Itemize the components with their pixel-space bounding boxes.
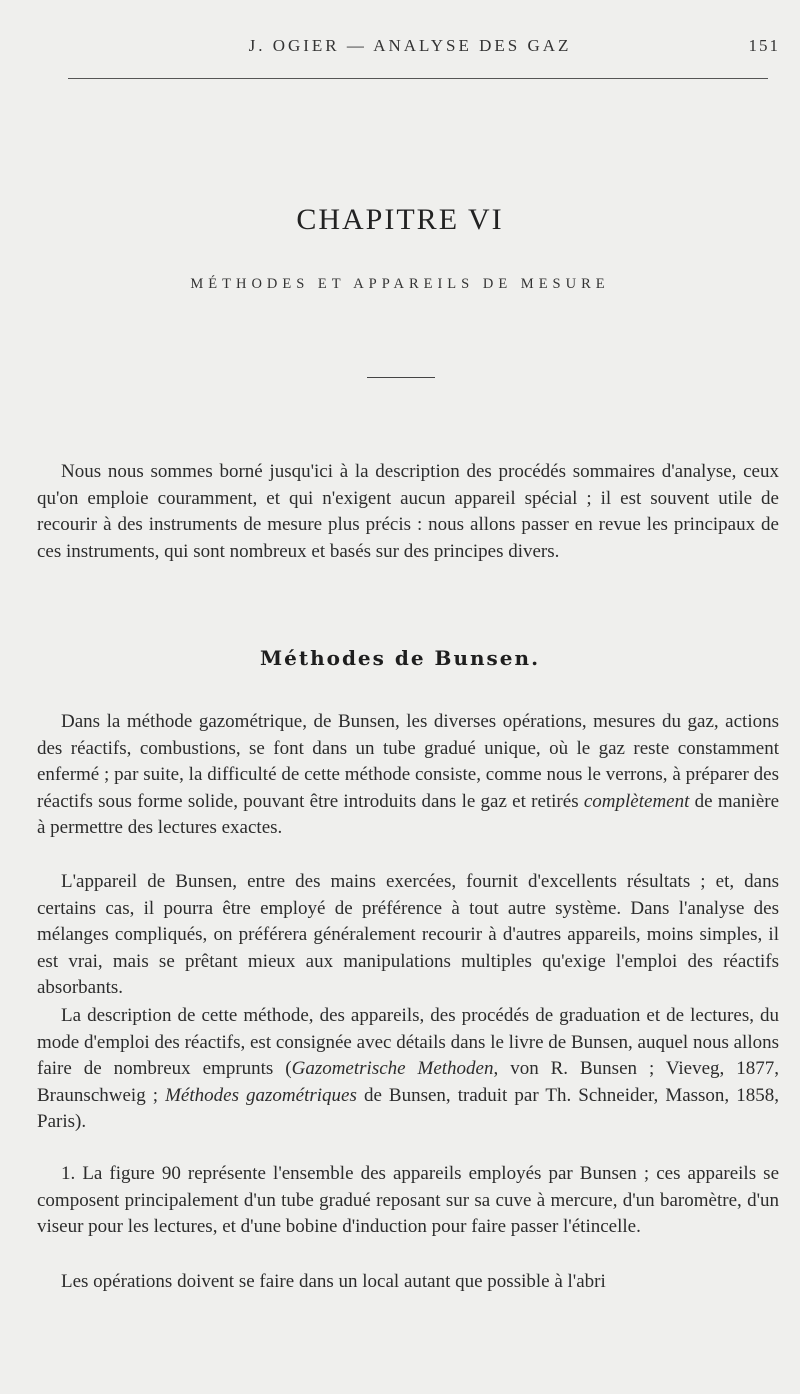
paragraph-5-text: Les opérations doivent se faire dans un local autant que possible à l'abri — [61, 1271, 606, 1292]
paragraph-3 — [37, 1003, 779, 1136]
paragraph-2 — [37, 869, 779, 1002]
running-head — [40, 36, 780, 58]
paragraph-3-italic-1: Gazometrische Methoden — [291, 1058, 494, 1079]
intro-paragraph — [37, 459, 779, 565]
paragraph-3-italic-2: Méthodes gazométriques — [165, 1084, 357, 1106]
section-heading: Méthodes de Bunsen. — [259, 646, 541, 670]
paragraph-5 — [37, 1269, 779, 1296]
paragraph-4-text: La figure 90 représente l'ensemble des appareils employés par Bunsen ; ces appareils se composent principalement d'un tube gradué reposant sur sa cuve à mercure, d'un baromètre, d'un viseur pour les lectures, et d'une bobine d'induction pour faire passer l'étincelle. — [37, 1163, 780, 1237]
paragraph-3-text: La description de cette méthode, des appareils, des procédés de graduation et de lectures, du mode d'emploi des réactifs, est consignée avec détails dans le livre de Bunsen, auquel nous allons faire de nombreux emprunts ( — [37, 1005, 779, 1079]
paragraph-2-text: L'appareil de Bunsen, entre des mains exercées, fournit d'excellents résultats ; et, dans certains cas, il pourra être employé de préférence à tout autre système. Dans l'analyse des mélanges compliqués, on préférera généralement recourir à d'autres appareils, moins simples, il est vrai, mais se prêtant mieux aux manipulations multiples qu'exige l'emploi des réactifs absorbants. — [37, 871, 779, 998]
paragraph-1 — [37, 709, 779, 842]
chapter-subtitle: MÉTHODES ET APPAREILS DE MESURE — [190, 276, 610, 292]
paragraph-4 — [37, 1161, 779, 1241]
running-title: J. OGIER — ANALYSE DES GAZ — [248, 36, 572, 55]
paragraph-4-number: 1. — [61, 1163, 76, 1184]
paragraph-1-text: Dans la méthode gazométrique, de Bunsen, les diverses opérations, mesures du gaz, actions des réactifs, combustions, se font dans un tube gradué unique, où le gaz reste constamment enfermé ; par suite, la difficulté de cette méthode consiste, comme nous le verrons, à préparer des réactifs sous forme solide, pouvant être introduits dans le gaz et retirés — [37, 711, 779, 812]
paragraph-3-text-end: de Bunsen, traduit par Th. Schneider, Masson, 1858, Paris). — [37, 1084, 779, 1132]
header-rule — [68, 78, 768, 79]
chapter-title: CHAPITRE VI — [296, 203, 504, 236]
paragraph-3-text-middle: , von R. Bunsen ; Vieveg, 1877, Braunschweig ; — [37, 1058, 779, 1106]
paragraph-1-text-end: de manière à permettre des lectures exactes. — [37, 790, 780, 838]
chapter-divider — [367, 377, 435, 378]
intro-text: Nous nous sommes borné jusqu'ici à la description des procédés sommaires d'analyse, ceux qu'on emploie couramment, et qui n'exigent aucun appareil spécial ; il est souvent utile de recourir à des instruments de mesure plus précis : nous allons passer en revue les principaux de ces instruments, qui sont nombreux et basés sur des principes divers. — [37, 461, 779, 562]
paragraph-1-italic: complètement — [583, 790, 690, 812]
page-number: 151 — [748, 36, 780, 55]
